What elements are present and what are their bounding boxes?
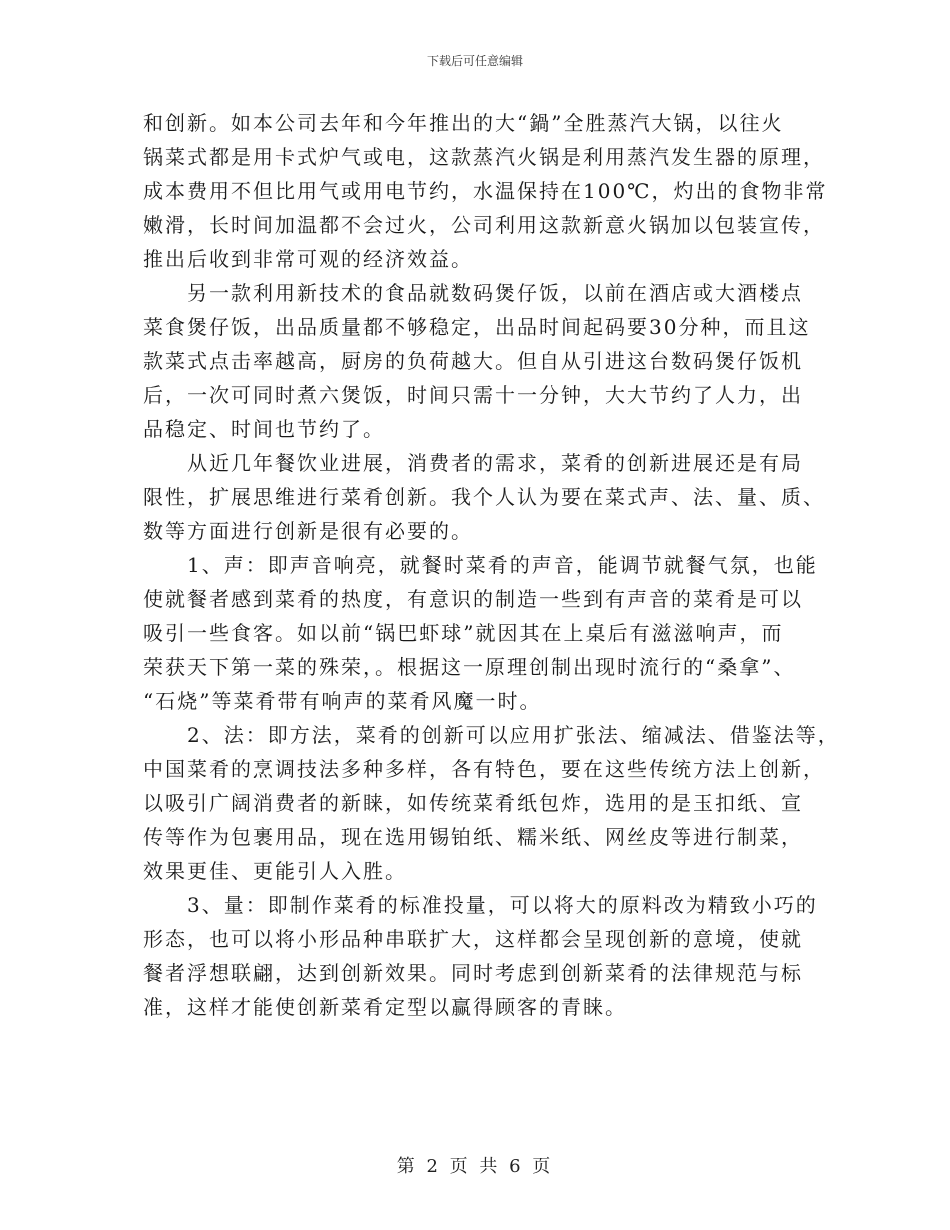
text-line: 锅菜式都是用卡式炉气或电，这款蒸汽火锅是利用蒸汽发生器的原理，	[143, 145, 825, 169]
text-line: 传等作为包裹用品，现在选用锡铂纸、糯米纸、网丝皮等进行制菜，	[143, 825, 803, 849]
text-line: 形态，也可以将小形品种串联扩大，这样都会呈现创新的意境，使就	[143, 927, 803, 951]
text-line: 从近几年餐饮业进展，消费者的需求，菜肴的创新进展还是有局	[143, 451, 803, 475]
paragraph	[143, 888, 823, 1024]
text-line: 限性，扩展思维进行菜肴创新。我个人认为要在菜式声、法、量、质、	[143, 485, 825, 509]
paragraph	[143, 106, 828, 276]
paragraph	[143, 276, 823, 446]
page-footer: 第 2 页 共 6 页	[396, 1156, 554, 1177]
text-line: 效果更佳、更能引人入胜。	[143, 859, 407, 883]
text-line: 后，一次可同时煮六煲饭，时间只需十一分钟，大大节约了人力，出	[143, 383, 803, 407]
text-line: 2、法：即方法，菜肴的创新可以应用扩张法、缩减法、借鉴法等，	[143, 723, 840, 747]
text-line: 和创新。如本公司去年和今年推出的大“鍋”全胜蒸汽大锅，以往火	[143, 111, 784, 135]
paragraph	[143, 718, 840, 888]
text-line: 1、声：即声音响亮，就餐时菜肴的声音，能调节就餐气氛，也能	[143, 553, 818, 577]
paragraph	[143, 548, 823, 718]
page-header: 下载后可任意编辑	[426, 54, 523, 68]
text-line: 数等方面进行创新是很有必要的。	[143, 519, 473, 543]
text-line: 3、量：即制作菜肴的标准投量，可以将大的原料改为精致小巧的	[143, 893, 818, 917]
text-line: 餐者浮想联翩，达到创新效果。同时考虑到创新菜肴的法律规范与标	[143, 961, 803, 985]
text-line: 款菜式点击率越高，厨房的负荷越大。但自从引进这台数码煲仔饭机	[143, 349, 803, 373]
text-line: 推出后收到非常可观的经济效益。	[143, 247, 473, 271]
text-line: 吸引一些食客。如以前“锅巴虾球”就因其在上桌后有滋滋响声，而	[143, 621, 784, 645]
paragraph	[143, 446, 823, 548]
text-line: 菜食煲仔饭，出品质量都不够稳定，出品时间起码要30分种，而且这	[143, 315, 811, 339]
text-line: 嫩滑，长时间加温都不会过火，公司利用这款新意火锅加以包装宣传，	[143, 213, 825, 237]
text-line: 以吸引广阔消费者的新睐，如传统菜肴纸包炸，选用的是玉扣纸、宣	[143, 791, 803, 815]
text-line: 使就餐者感到菜肴的热度，有意识的制造一些到有声音的菜肴是可以	[143, 587, 803, 611]
text-line: “石烧”等菜肴带有响声的菜肴风魔一时。	[143, 689, 542, 713]
document-body	[143, 106, 840, 1024]
text-line: 成本费用不但比用气或用电节约，水温保持在100℃，灼出的食物非常	[143, 179, 828, 203]
text-line: 准，这样才能使创新菜肴定型以赢得顾客的青睐。	[143, 995, 627, 1019]
text-line: 品稳定、时间也节约了。	[143, 417, 385, 441]
text-line: 荣获天下第一菜的殊荣，。根据这一原理创制出现时流行的“桑拿”、	[143, 655, 796, 679]
text-line: 另一款利用新技术的食品就数码煲仔饭，以前在酒店或大酒楼点	[143, 281, 803, 305]
text-line: 中国菜肴的烹调技法多种多样，各有特色，要在这些传统方法上创新，	[143, 757, 825, 781]
